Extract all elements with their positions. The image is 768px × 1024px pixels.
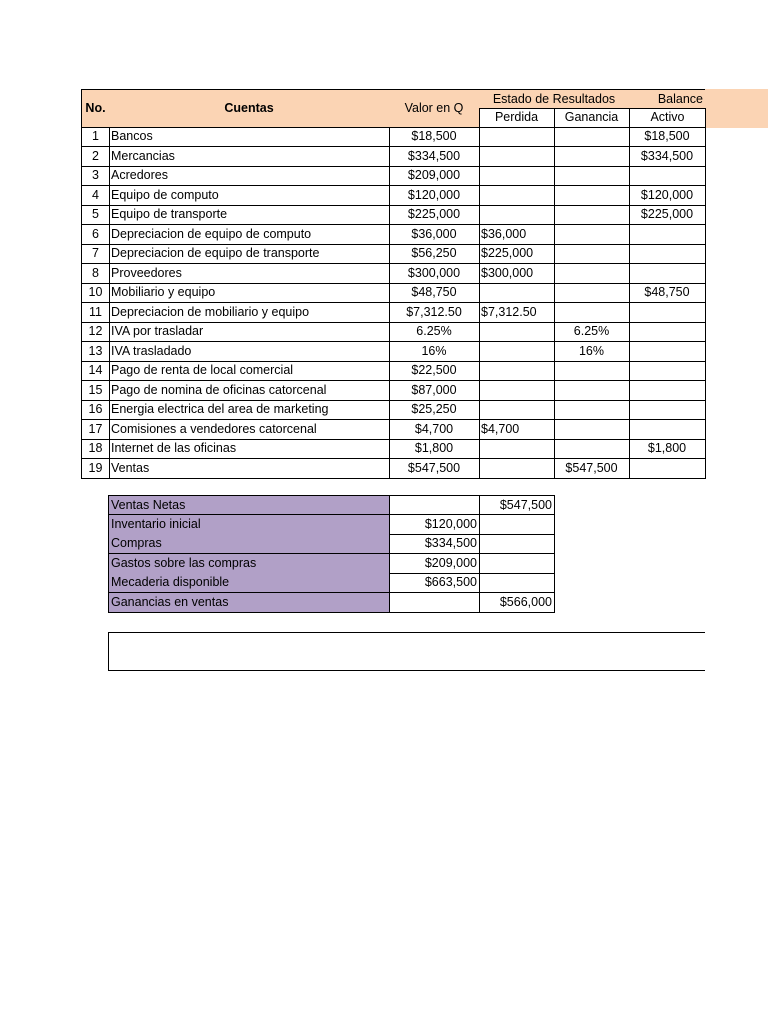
row-perdida: [479, 186, 555, 206]
header-valor: Valor en Q: [389, 89, 480, 128]
row-perdida: $300,000: [479, 264, 555, 284]
row-no: 3: [81, 166, 110, 186]
row-perdida: [479, 147, 555, 167]
row-no: 11: [81, 303, 110, 323]
row-no: 6: [81, 225, 110, 245]
summary-label: Ventas Netas: [108, 495, 390, 515]
row-valor: $334,500: [389, 147, 480, 167]
row-no: 1: [81, 127, 110, 147]
row-perdida: [479, 283, 555, 303]
row-no: 7: [81, 244, 110, 264]
row-cuenta: Pago de renta de local comercial: [109, 361, 390, 381]
row-valor: $547,500: [389, 459, 480, 479]
row-cuenta: Internet de las oficinas: [109, 439, 390, 459]
row-no: 14: [81, 361, 110, 381]
row-cuenta: Acredores: [109, 166, 390, 186]
row-cuenta: Equipo de computo: [109, 186, 390, 206]
row-ganancia: [554, 381, 630, 401]
row-no: 8: [81, 264, 110, 284]
row-activo: [629, 342, 706, 362]
row-ganancia: [554, 361, 630, 381]
row-ganancia: $547,500: [554, 459, 630, 479]
summary-label: Gastos sobre las compras: [108, 554, 390, 574]
summary-col1: [389, 593, 480, 613]
row-perdida: $36,000: [479, 225, 555, 245]
row-activo: [629, 303, 706, 323]
row-perdida: [479, 166, 555, 186]
row-perdida: [479, 127, 555, 147]
summary-col1: $120,000: [389, 515, 480, 535]
row-ganancia: [554, 303, 630, 323]
row-activo: [629, 361, 706, 381]
row-valor: $209,000: [389, 166, 480, 186]
header-perdida: Perdida: [479, 108, 555, 128]
row-perdida: [479, 439, 555, 459]
summary-col1: $334,500: [389, 534, 480, 554]
summary-col1: $209,000: [389, 554, 480, 574]
row-ganancia: 16%: [554, 342, 630, 362]
row-valor: $36,000: [389, 225, 480, 245]
row-no: 4: [81, 186, 110, 206]
row-ganancia: [554, 205, 630, 225]
row-cuenta: Equipo de transporte: [109, 205, 390, 225]
row-no: 15: [81, 381, 110, 401]
row-no: 18: [81, 439, 110, 459]
row-valor: 6.25%: [389, 322, 480, 342]
row-valor: $120,000: [389, 186, 480, 206]
row-activo: [629, 322, 706, 342]
summary-col2: [479, 534, 555, 554]
header-estado-resultados: Estado de Resultados: [479, 89, 630, 109]
row-cuenta: Energia electrica del area de marketing: [109, 400, 390, 420]
row-perdida: [479, 381, 555, 401]
row-ganancia: [554, 147, 630, 167]
summary-label: Mecaderia disponible: [108, 573, 390, 593]
summary-col1: [389, 495, 480, 515]
row-perdida: $4,700: [479, 420, 555, 440]
row-valor: $56,250: [389, 244, 480, 264]
row-cuenta: Mobiliario y equipo: [109, 283, 390, 303]
row-perdida: $225,000: [479, 244, 555, 264]
row-no: 12: [81, 322, 110, 342]
row-cuenta: Depreciacion de equipo de transporte: [109, 244, 390, 264]
row-ganancia: [554, 283, 630, 303]
row-activo: $48,750: [629, 283, 706, 303]
row-perdida: [479, 459, 555, 479]
row-ganancia: [554, 166, 630, 186]
row-cuenta: Ventas: [109, 459, 390, 479]
row-cuenta: Proveedores: [109, 264, 390, 284]
header-balance: Balance: [629, 89, 705, 109]
row-cuenta: Depreciacion de mobiliario y equipo: [109, 303, 390, 323]
row-perdida: [479, 400, 555, 420]
row-cuenta: Comisiones a vendedores catorcenal: [109, 420, 390, 440]
row-no: 2: [81, 147, 110, 167]
row-valor: $4,700: [389, 420, 480, 440]
row-no: 16: [81, 400, 110, 420]
row-no: 17: [81, 420, 110, 440]
row-activo: [629, 400, 706, 420]
row-activo: $334,500: [629, 147, 706, 167]
row-valor: $7,312.50: [389, 303, 480, 323]
row-no: 10: [81, 283, 110, 303]
row-activo: $1,800: [629, 439, 706, 459]
summary-col2: $566,000: [479, 593, 555, 613]
row-activo: [629, 420, 706, 440]
row-valor: $22,500: [389, 361, 480, 381]
summary-label: Inventario inicial: [108, 515, 390, 535]
row-cuenta: Pago de nomina de oficinas catorcenal: [109, 381, 390, 401]
row-cuenta: Mercancias: [109, 147, 390, 167]
summary-col2: [479, 554, 555, 574]
row-activo: [629, 166, 706, 186]
row-no: 13: [81, 342, 110, 362]
row-activo: [629, 244, 706, 264]
summary-col1: $663,500: [389, 573, 480, 593]
row-valor: $25,250: [389, 400, 480, 420]
row-activo: $225,000: [629, 205, 706, 225]
row-valor: $87,000: [389, 381, 480, 401]
row-no: 5: [81, 205, 110, 225]
row-activo: [629, 264, 706, 284]
header-no: No.: [81, 89, 110, 128]
row-valor: $48,750: [389, 283, 480, 303]
empty-note-box: [108, 632, 705, 671]
row-ganancia: [554, 420, 630, 440]
row-valor: $225,000: [389, 205, 480, 225]
row-ganancia: [554, 400, 630, 420]
row-perdida: [479, 205, 555, 225]
row-ganancia: [554, 439, 630, 459]
row-valor: $18,500: [389, 127, 480, 147]
row-ganancia: [554, 186, 630, 206]
row-perdida: [479, 342, 555, 362]
row-ganancia: 6.25%: [554, 322, 630, 342]
row-valor: 16%: [389, 342, 480, 362]
row-ganancia: [554, 264, 630, 284]
row-cuenta: IVA por trasladar: [109, 322, 390, 342]
row-ganancia: [554, 225, 630, 245]
row-activo: $120,000: [629, 186, 706, 206]
summary-label: Compras: [108, 534, 390, 554]
row-valor: $1,800: [389, 439, 480, 459]
row-ganancia: [554, 244, 630, 264]
row-activo: [629, 381, 706, 401]
row-cuenta: Depreciacion de equipo de computo: [109, 225, 390, 245]
summary-col2: [479, 515, 555, 535]
row-perdida: [479, 361, 555, 381]
summary-col2: [479, 573, 555, 593]
summary-col2: $547,500: [479, 495, 555, 515]
row-cuenta: IVA trasladado: [109, 342, 390, 362]
row-activo: [629, 459, 706, 479]
row-valor: $300,000: [389, 264, 480, 284]
header-ganancia: Ganancia: [554, 108, 630, 128]
row-perdida: $7,312.50: [479, 303, 555, 323]
header-activo: Activo: [629, 108, 706, 128]
header-cuentas: Cuentas: [109, 89, 390, 128]
header-band-fill: [705, 89, 768, 128]
row-perdida: [479, 322, 555, 342]
row-ganancia: [554, 127, 630, 147]
row-activo: $18,500: [629, 127, 706, 147]
row-activo: [629, 225, 706, 245]
row-no: 19: [81, 459, 110, 479]
row-cuenta: Bancos: [109, 127, 390, 147]
summary-label: Ganancias en ventas: [108, 593, 390, 613]
